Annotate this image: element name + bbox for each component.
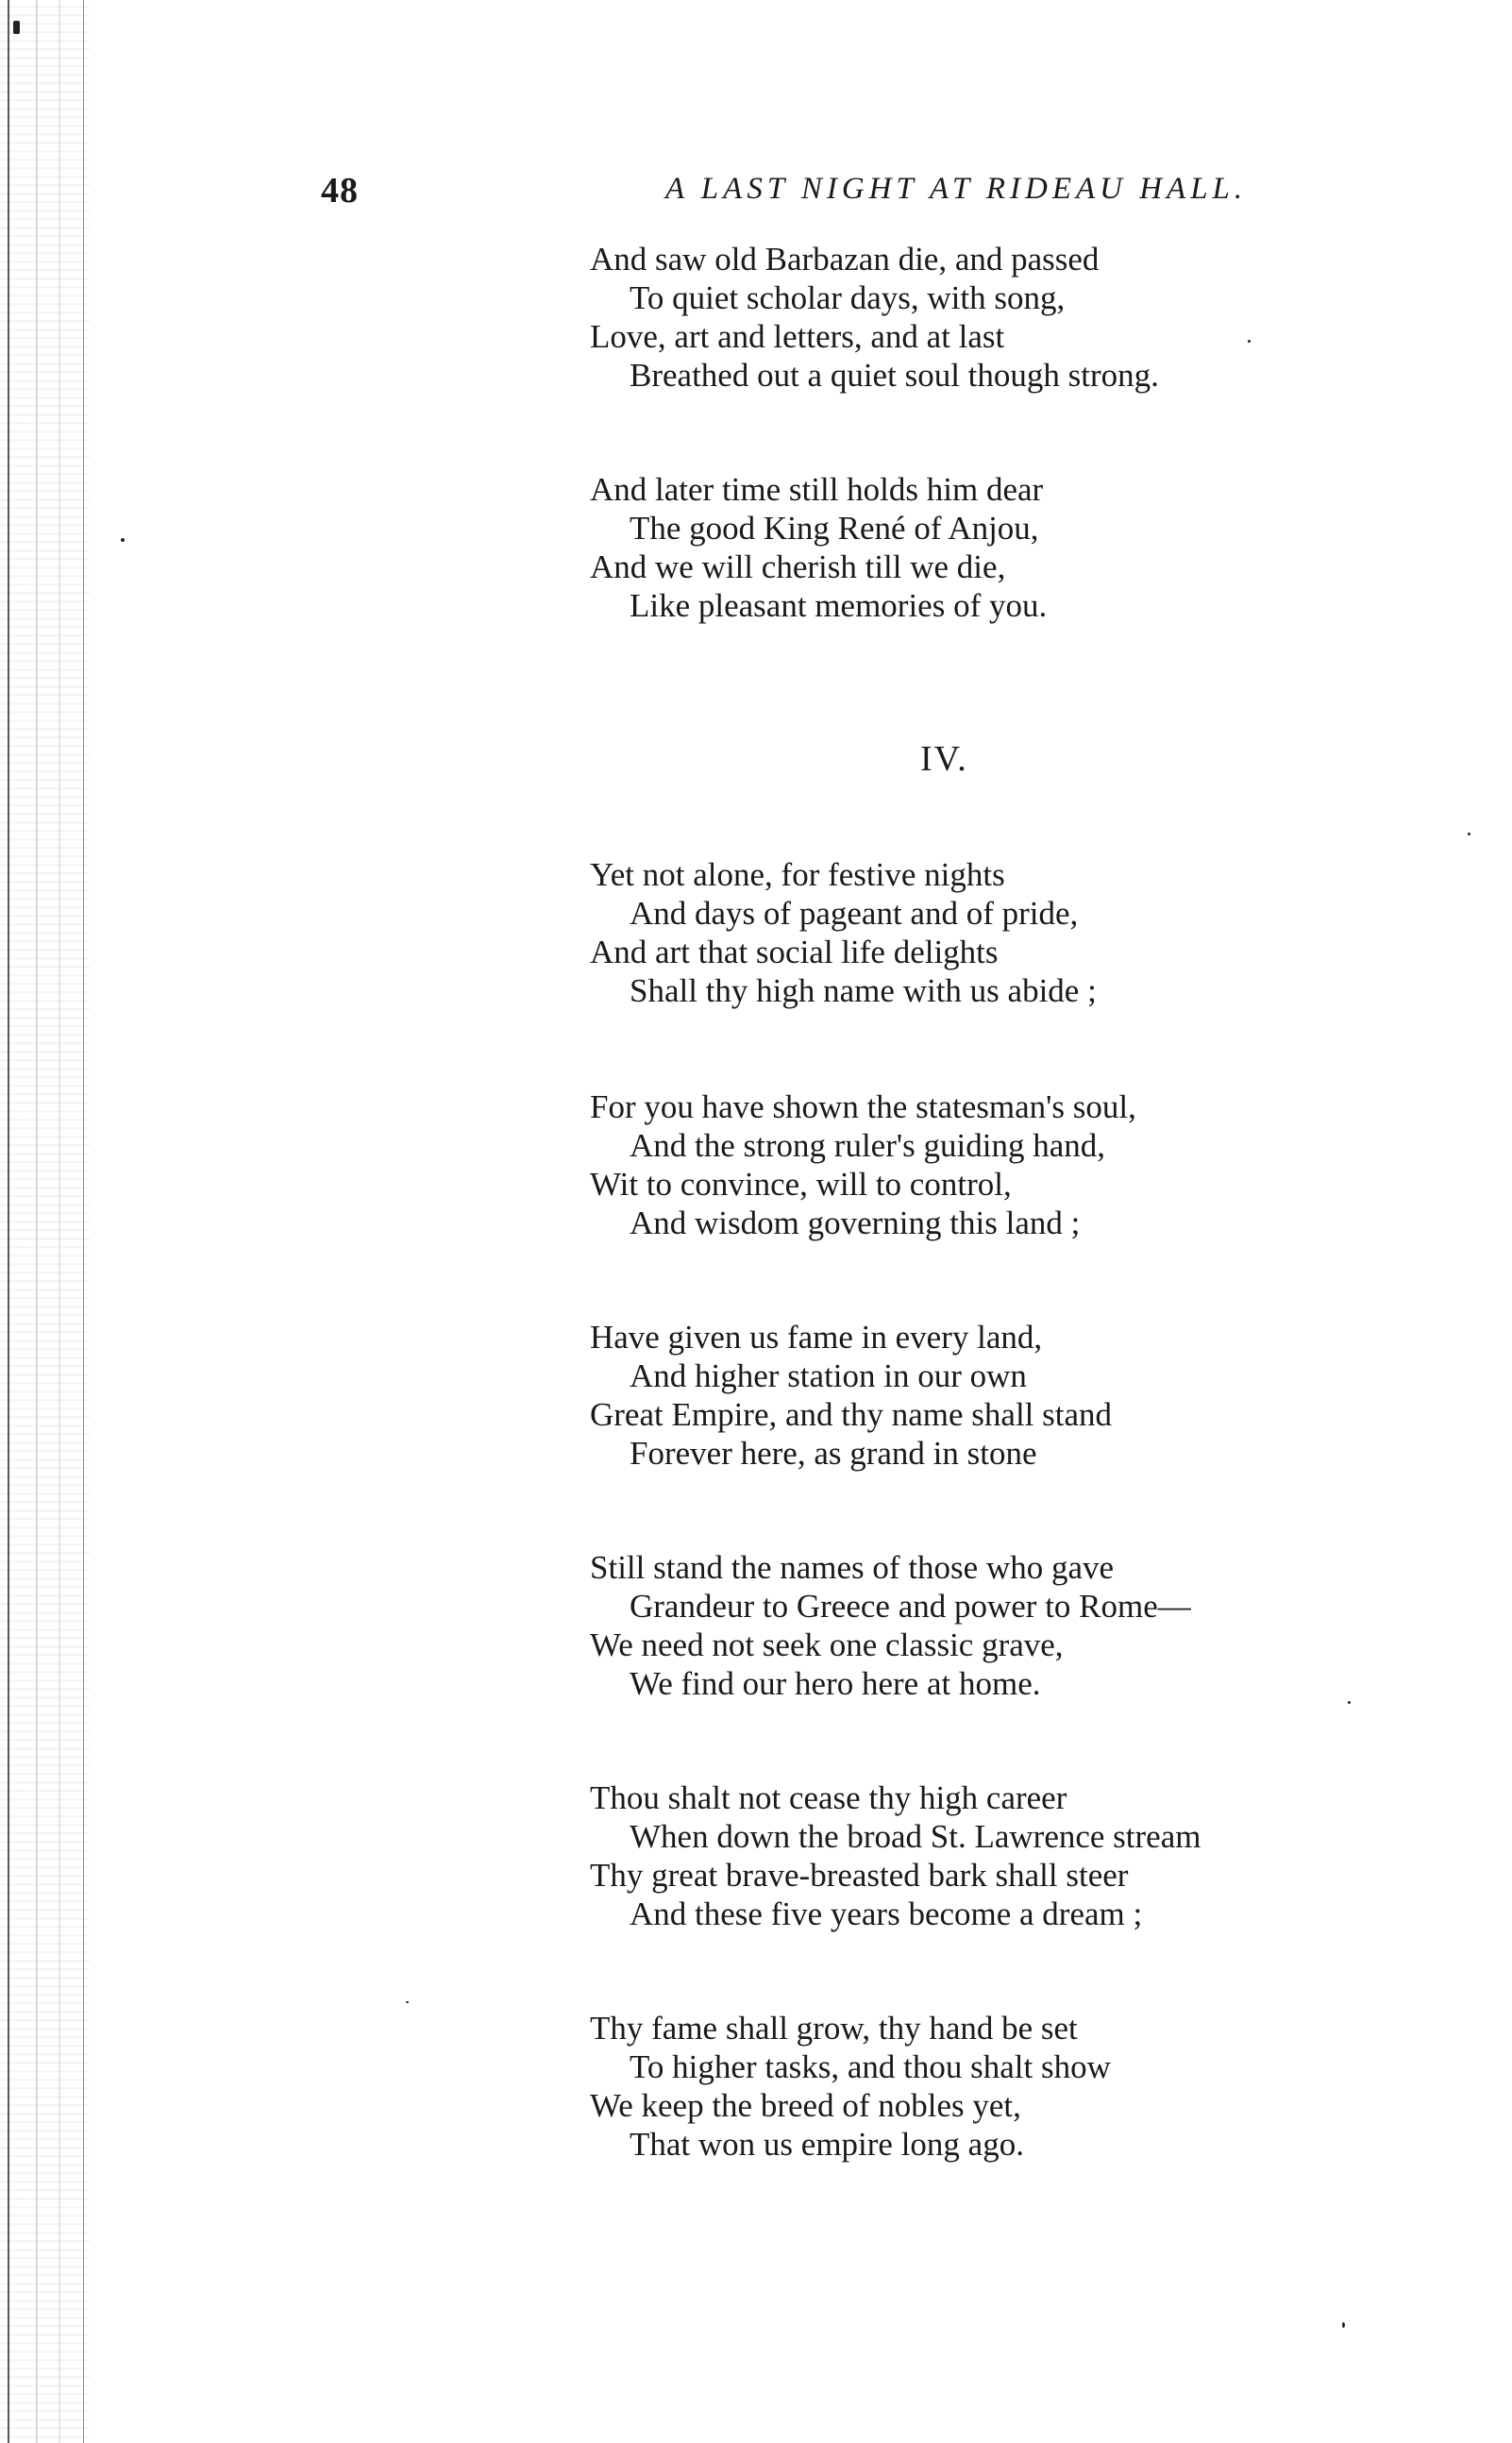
verse-line: We need not seek one classic grave, [590,1626,1064,1663]
verse-line: Great Empire, and thy name shall stand [590,1396,1113,1433]
binding-shadow [59,0,60,2443]
scan-gutter [0,0,90,2443]
stanza [590,240,1159,395]
verse-line: The good King René of Anjou, [630,510,1039,547]
verse-line: And days of pageant and of pride, [630,895,1079,932]
binding-shadow [36,0,38,2443]
stanza [590,1318,1112,1473]
scan-speck [1342,2322,1345,2328]
verse-line: Forever here, as grand in stone [630,1435,1037,1472]
stanza [590,470,1047,625]
verse-line: Grandeur to Greece and power to Rome— [630,1588,1191,1625]
binding-edge [8,0,9,2443]
verse-line: And we will cherish till we die, [590,548,1006,585]
section-numeral: IV. [920,739,968,779]
verse-line: And higher station in our own [630,1357,1027,1394]
stanza [590,1778,1201,1933]
verse-line: Love, art and letters, and at last [590,318,1005,355]
verse-line: To quiet scholar days, with song, [630,279,1066,316]
page-number: 48 [321,171,359,211]
stanza [590,1548,1191,1703]
verse-line: Shall thy high name with us abide ; [630,972,1097,1009]
verse-line: Thou shalt not cease thy high career [590,1779,1067,1816]
verse-line: Wit to convince, will to control, [590,1166,1012,1203]
verse-line: Like pleasant memories of you. [630,587,1048,624]
verse-line: Yet not alone, for festive nights [590,856,1005,893]
scan-speck [13,21,20,34]
verse-line: And the strong ruler's guiding hand, [630,1127,1106,1164]
verse-line: Have given us fame in every land, [590,1319,1043,1356]
verse-line: To higher tasks, and thou shalt show [630,2048,1111,2085]
verse-line: Thy great brave-breasted bark shall steer [590,1857,1129,1894]
verse-line: That won us empire long ago. [630,2126,1024,2163]
scan-speck [1248,340,1251,343]
verse-line: And wisdom governing this land ; [630,1205,1081,1241]
verse-line: And saw old Barbazan die, and passed [590,241,1100,278]
verse-line: And these five years become a dream ; [630,1895,1143,1932]
scan-speck [1348,1701,1351,1704]
scan-speck [121,538,125,542]
binding-shadow [83,0,84,2443]
verse-line: We keep the breed of nobles yet, [590,2087,1021,2124]
verse-line: And later time still holds him dear [590,471,1044,508]
verse-line: Breathed out a quiet soul though strong. [630,357,1159,394]
verse-line: Thy fame shall grow, thy hand be set [590,2010,1078,2047]
verse-line: We find our hero here at home. [630,1665,1041,1702]
scan-speck [1468,833,1470,835]
verse-line: When down the broad St. Lawrence stream [630,1818,1201,1855]
stanza [590,2009,1111,2164]
verse-line: Still stand the names of those who gave [590,1549,1115,1586]
scan-speck [406,2001,409,2003]
stanza [590,1087,1136,1242]
running-title: A LAST NIGHT AT RIDEAU HALL. [665,172,1248,206]
verse-line: And art that social life delights [590,934,999,970]
verse-line: For you have shown the statesman's soul, [590,1088,1136,1125]
stanza [590,855,1097,1010]
